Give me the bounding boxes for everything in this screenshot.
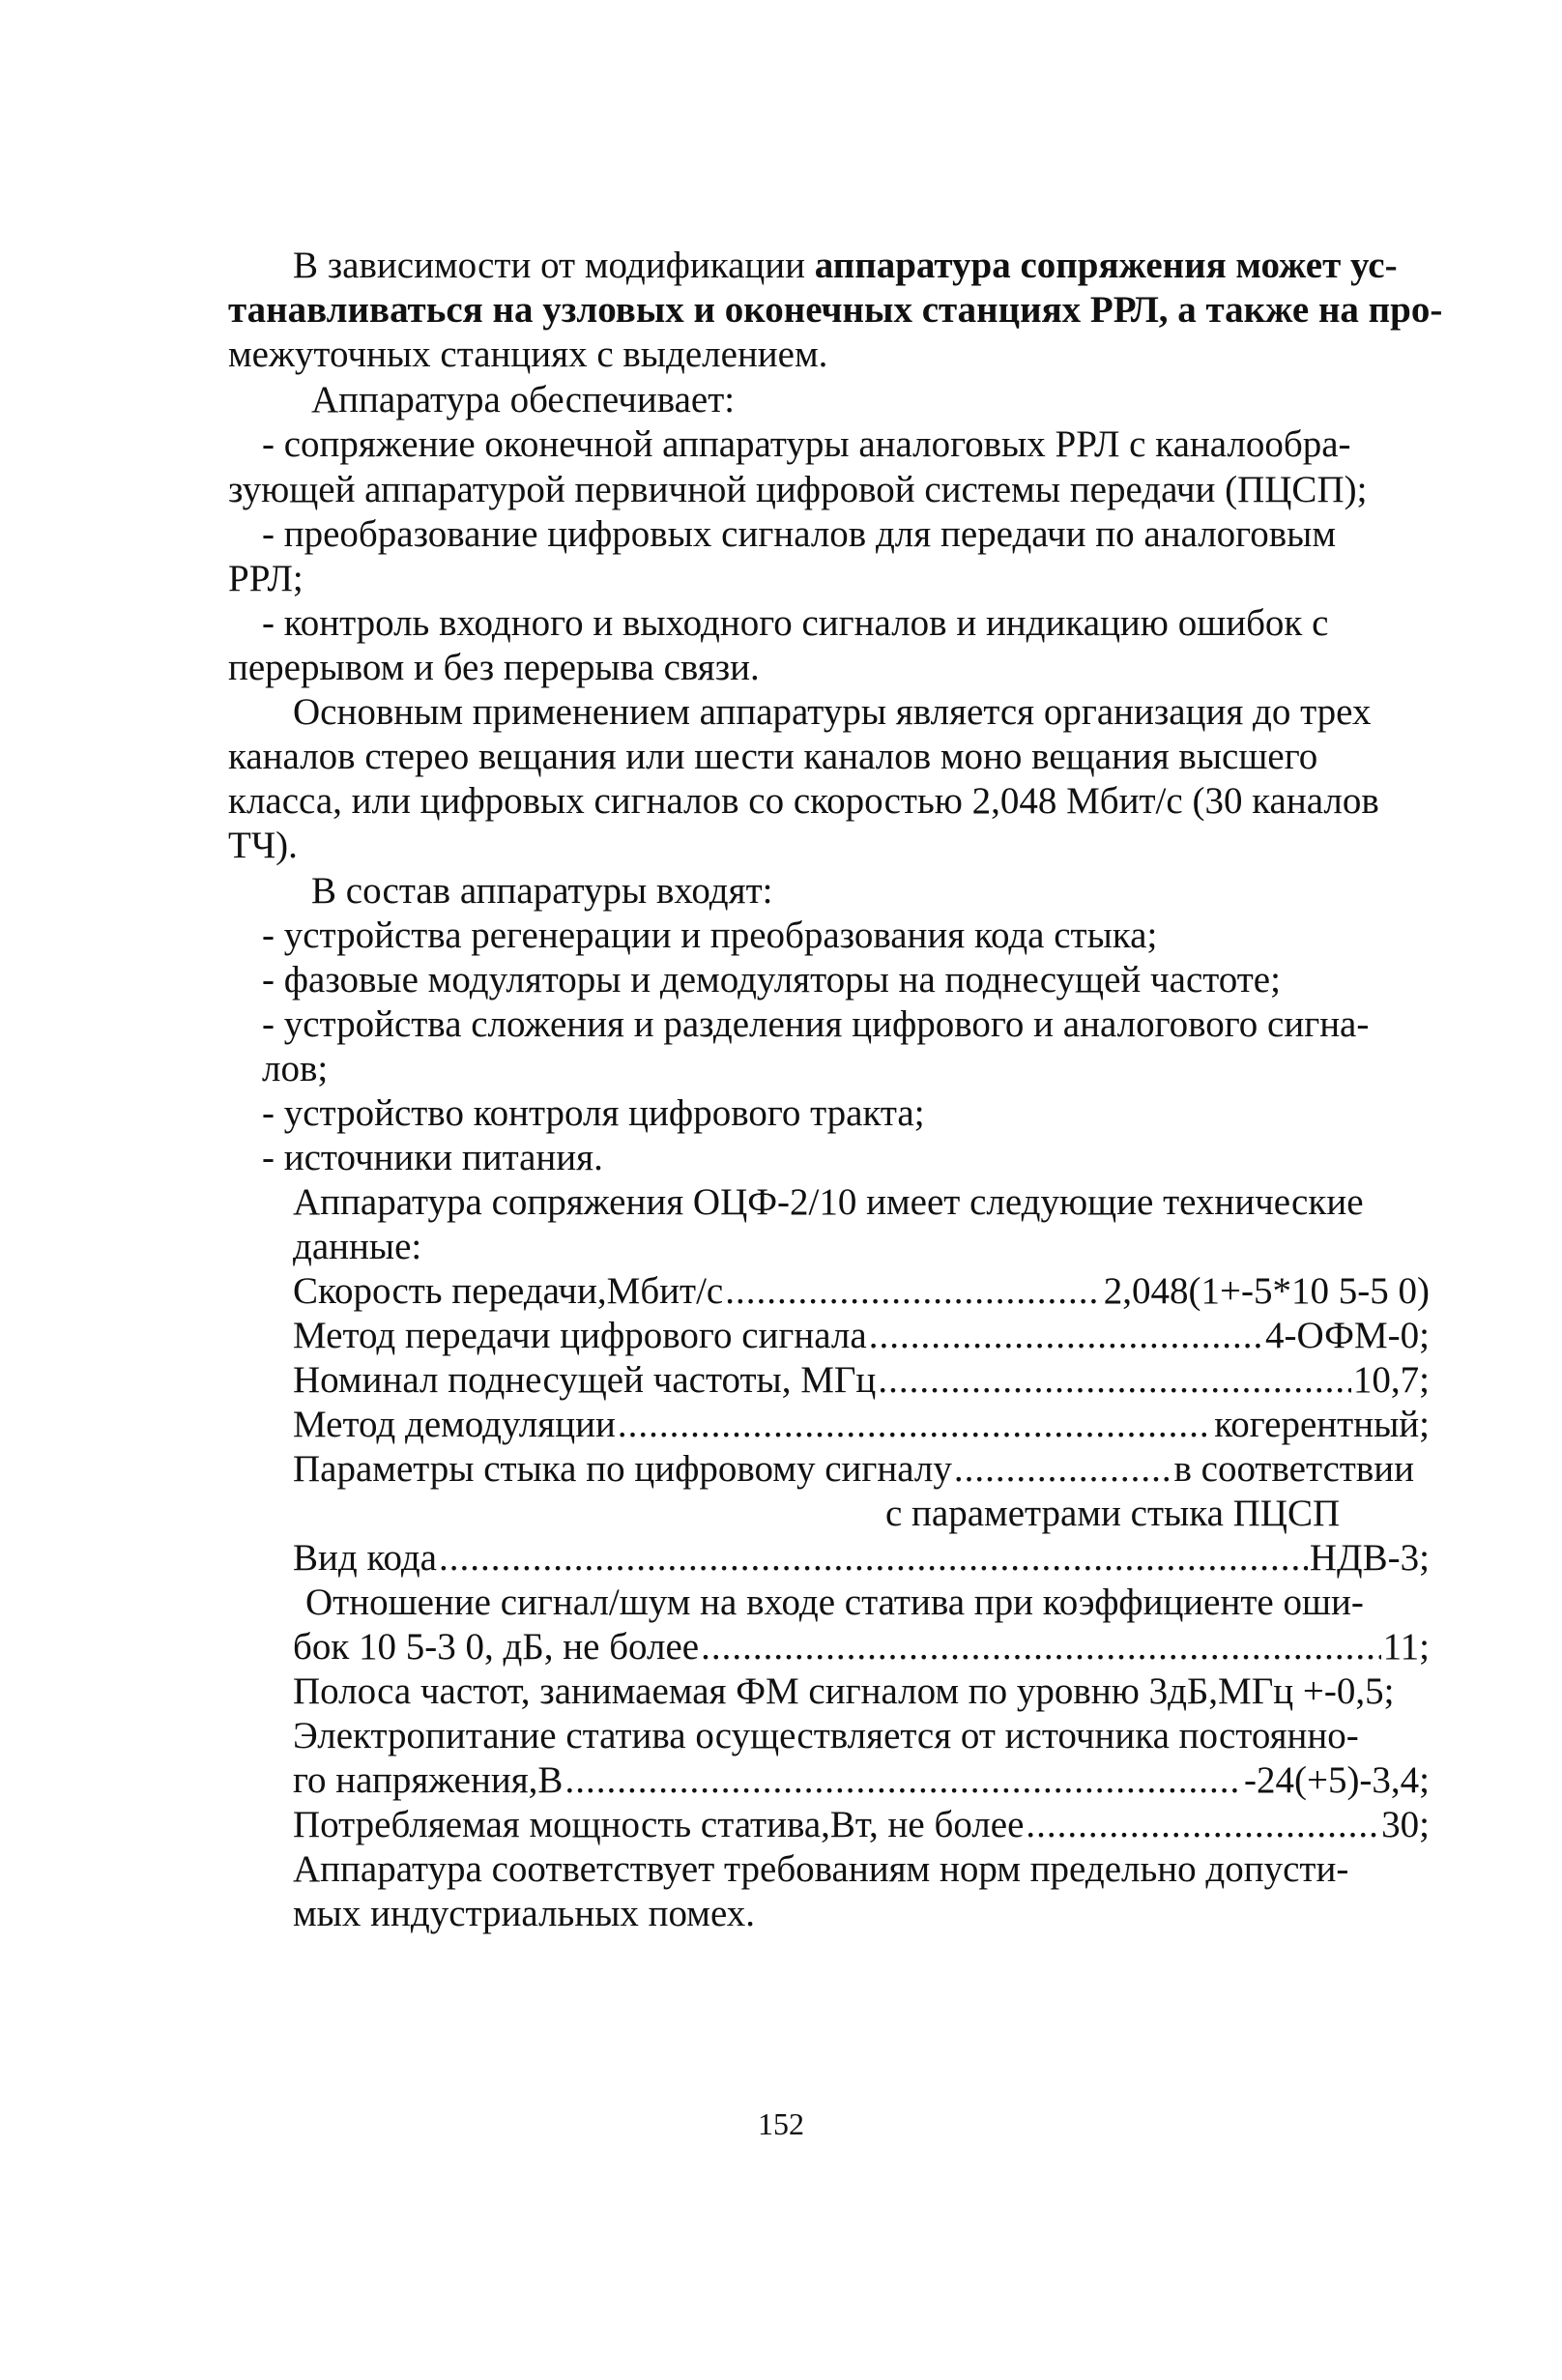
spec-leader-dots (878, 1358, 1351, 1403)
composition-item-5: - источники питания. (262, 1137, 603, 1178)
composition-heading: В состав аппаратуры входят: (311, 870, 773, 912)
specs-intro-1: Аппаратура сопряжения ОЦФ-2/10 имеет следующие технические (293, 1181, 1364, 1223)
spec-leader-dots (1026, 1803, 1379, 1847)
spec-leader-dots (725, 1269, 1102, 1314)
spec-row-voltage (293, 1758, 1430, 1803)
spec-leader-dots (618, 1403, 1212, 1447)
page-number: 152 (758, 2106, 804, 2141)
spec-label: Метод передачи цифрового сигнала (293, 1315, 867, 1356)
spec-value: 11; (1382, 1626, 1430, 1668)
spec-label: Номинал поднесущей частоты, МГц (293, 1359, 877, 1401)
spec-power-line-1: Электропитание статива осуществляется от источника постоянно- (293, 1715, 1359, 1756)
spec-label: Скорость передачи,Мбит/с (293, 1270, 724, 1312)
spec-value: НДВ-3; (1309, 1537, 1430, 1579)
provides-heading: Аппаратура обеспечивает: (311, 379, 736, 421)
provides-item-3-cont: перерывом и без перерыва связи. (228, 647, 760, 688)
spec-leader-dots (869, 1314, 1263, 1358)
spec-row-code (293, 1536, 1430, 1581)
intro-line-1-normal: В зависимости от модификации (293, 245, 815, 286)
main-use-line-3: класса, или цифровых сигналов со скоростью 2,048 Мбит/с (30 каналов (228, 780, 1379, 822)
spec-value: в соответствии (1173, 1448, 1414, 1490)
spec-value: 10,7; (1352, 1359, 1430, 1401)
composition-item-4: - устройство контроля цифрового тракта; (262, 1092, 925, 1134)
spec-value: 30; (1381, 1804, 1430, 1845)
spec-row-method (293, 1314, 1430, 1358)
spec-interface-cont: с параметрами стыка ПЦСП (885, 1493, 1341, 1534)
specs-intro-2: данные: (293, 1226, 422, 1267)
spec-label: Параметры стыка по цифровому сигналу (293, 1448, 952, 1490)
provides-item-3: - контроль входного и выходного сигналов и индикацию ошибок с (262, 602, 1329, 644)
spec-label: Метод демодуляции (293, 1404, 616, 1445)
composition-item-1: - устройства регенерации и преобразования кода стыка; (262, 914, 1158, 956)
composition-item-3-cont: лов; (262, 1048, 329, 1089)
spec-leader-dots (439, 1536, 1308, 1581)
main-use-line-4: ТЧ). (228, 825, 298, 866)
intro-line-2: танавливаться на узловых и оконечных станциях РРЛ, а также на про- (228, 289, 1443, 331)
provides-item-2: - преобразование цифровых сигналов для передачи по аналоговым (262, 513, 1337, 555)
composition-item-3: - устройства сложения и разделения цифрового и аналогового сигна- (262, 1003, 1370, 1045)
spec-label: го напряжения,В (293, 1759, 564, 1801)
intro-line-1 (293, 244, 1398, 288)
spec-value: 2,048(1+-5*10 5-5 0) (1103, 1270, 1430, 1312)
spec-snr-line-1: Отношение сигнал/шум на входе статива при коэффициенте оши- (305, 1582, 1364, 1623)
main-use-line-2: каналов стерео вещания или шести каналов моно вещания высшего (228, 736, 1318, 777)
spec-leader-dots (954, 1447, 1172, 1492)
provides-item-1-cont: зующей аппаратурой первичной цифровой системы передачи (ПЦСП); (228, 469, 1368, 510)
spec-leader-dots (701, 1625, 1381, 1669)
spec-value: -24(+5)-3,4; (1243, 1759, 1430, 1801)
spec-row-consumption (293, 1803, 1430, 1847)
spec-label: бок 10 5-3 0, дБ, не более (293, 1626, 700, 1668)
spec-norms-line-1: Аппаратура соответствует требованиям норм предельно допусти- (293, 1848, 1349, 1890)
provides-item-2-cont: РРЛ; (228, 558, 304, 599)
spec-value: когерентный; (1214, 1404, 1430, 1445)
spec-row-interface (293, 1447, 1414, 1492)
spec-row-snr (293, 1625, 1430, 1669)
intro-line-3: межуточных станциях с выделением. (228, 334, 828, 375)
composition-item-2: - фазовые модуляторы и демодуляторы на поднесущей частоте; (262, 959, 1281, 1001)
spec-norms-line-2: мых индустриальных помех. (293, 1893, 755, 1934)
spec-value: 4-ОФМ-0; (1265, 1315, 1430, 1356)
spec-row-speed (293, 1269, 1430, 1314)
spec-bandwidth: Полоса частот, занимаемая ФМ сигналом по уровню 3дБ,МГц +-0,5; (293, 1670, 1395, 1712)
spec-row-subcarrier (293, 1358, 1430, 1403)
intro-line-1-bold: аппаратура сопряжения может ус- (814, 245, 1398, 286)
spec-leader-dots (564, 1758, 1242, 1803)
spec-label: Вид кода (293, 1537, 437, 1579)
main-use-line-1: Основным применением аппаратуры является организация до трех (293, 691, 1372, 733)
spec-label: Потребляемая мощность статива,Вт, не более (293, 1804, 1025, 1845)
provides-item-1: - сопряжение оконечной аппаратуры аналоговых РРЛ с каналообра- (262, 423, 1351, 465)
spec-row-demodulation (293, 1403, 1430, 1447)
